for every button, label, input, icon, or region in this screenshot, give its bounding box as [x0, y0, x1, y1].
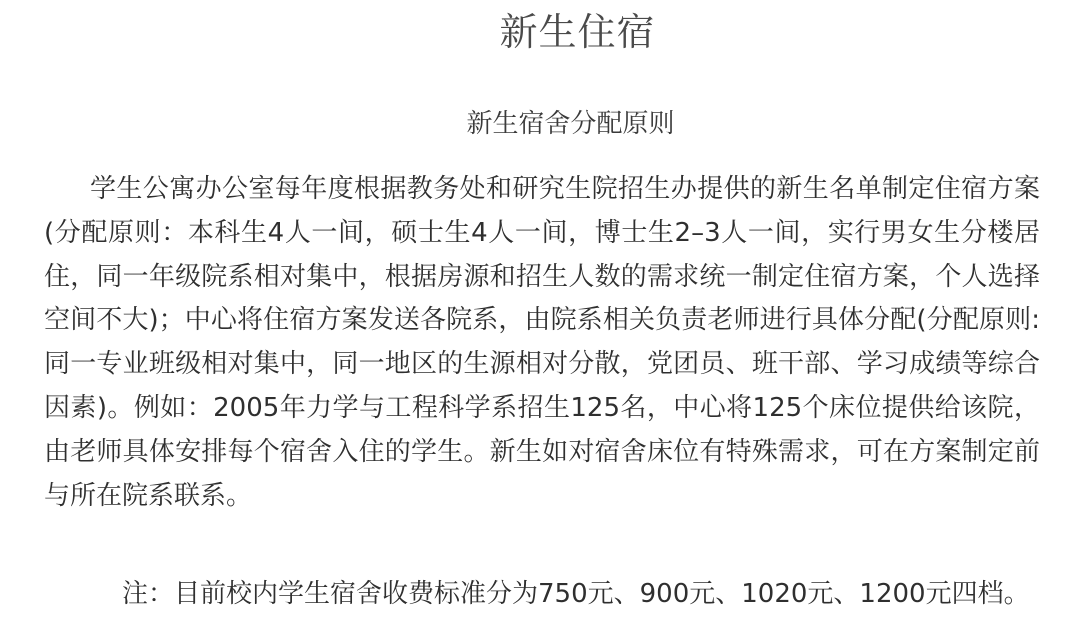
fee-note: 注：目前校内学生宿舍收费标准分为750元、900元、1020元、1200元四档。 [122, 579, 1030, 609]
section-title: 新生宿舍分配原则 [466, 109, 675, 139]
page-title: 新生住宿 [499, 10, 656, 54]
body-paragraph: 学生公寓办公室每年度根据教务处和研究生院招生办提供的新生名单制定住宿方案(分配原则：本科生4人一间，硕士生4人一间，博士生2–3人一间，实行男女生分楼居住，同一年级院系相对集中，根据房源和招生人数的需求统一制定住宿方案，个人选择空间不大)；中心将住宿方案发送各院系，由院系相关负责老师进行具体分配(分配原则:同一专业班级相对集中，同一地区的生源相对分散，党团员、班干部、学习成绩等综合因素)。例如：2005年力学与工程科学系招生125名，中心将125个床位提供给该院，由老师具体安排每个宿舍入住的学生。新生如对宿舍床位有特殊需求，可在方案制定前与所在院系联系。 [44, 174, 1040, 511]
